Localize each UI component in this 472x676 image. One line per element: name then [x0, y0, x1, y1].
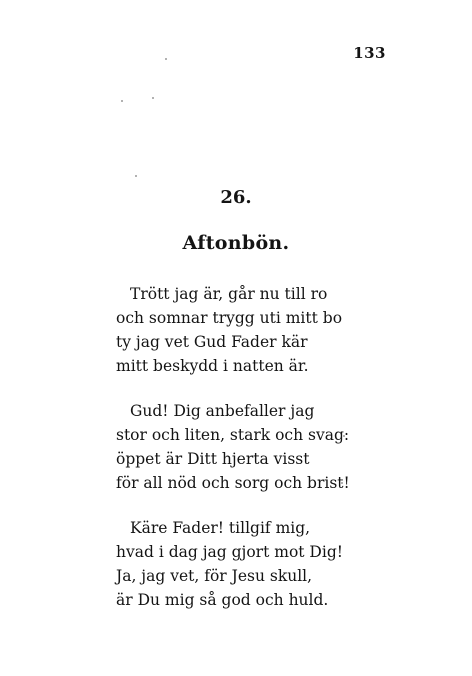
hymn-title: Aftonbön.: [182, 232, 290, 254]
verse-line: stor och liten, stark och svag:: [116, 426, 350, 444]
stanza-3: [116, 516, 366, 612]
print-speck: [135, 175, 137, 177]
verse-line: mitt beskydd i natten är.: [116, 357, 309, 375]
verse-line: ty jag vet Gud Fader kär: [116, 333, 308, 351]
verse-line: Gud! Dig anbefaller jag: [130, 402, 315, 420]
verse-line: och somnar trygg uti mitt bo: [116, 309, 343, 327]
stanza-2: [116, 399, 366, 495]
page-number: 133: [353, 44, 386, 62]
verse-line: öppet är Ditt hjerta visst: [116, 450, 310, 468]
verse-line: för all nöd och sorg och brist!: [116, 474, 350, 492]
print-speck: [152, 97, 154, 99]
hymn-number: 26.: [220, 187, 252, 208]
verse-line: Käre Fader! tillgif mig,: [130, 519, 311, 537]
stanza-1: [116, 282, 366, 378]
verse-line: Ja, jag vet, för Jesu skull,: [116, 567, 313, 585]
print-speck: [165, 58, 167, 60]
verse-line: är Du mig så god och huld.: [116, 591, 329, 609]
print-speck: [121, 100, 123, 102]
verse-line: hvad i dag jag gjort mot Dig!: [116, 543, 343, 561]
verse-line: Trött jag är, går nu till ro: [130, 285, 328, 303]
